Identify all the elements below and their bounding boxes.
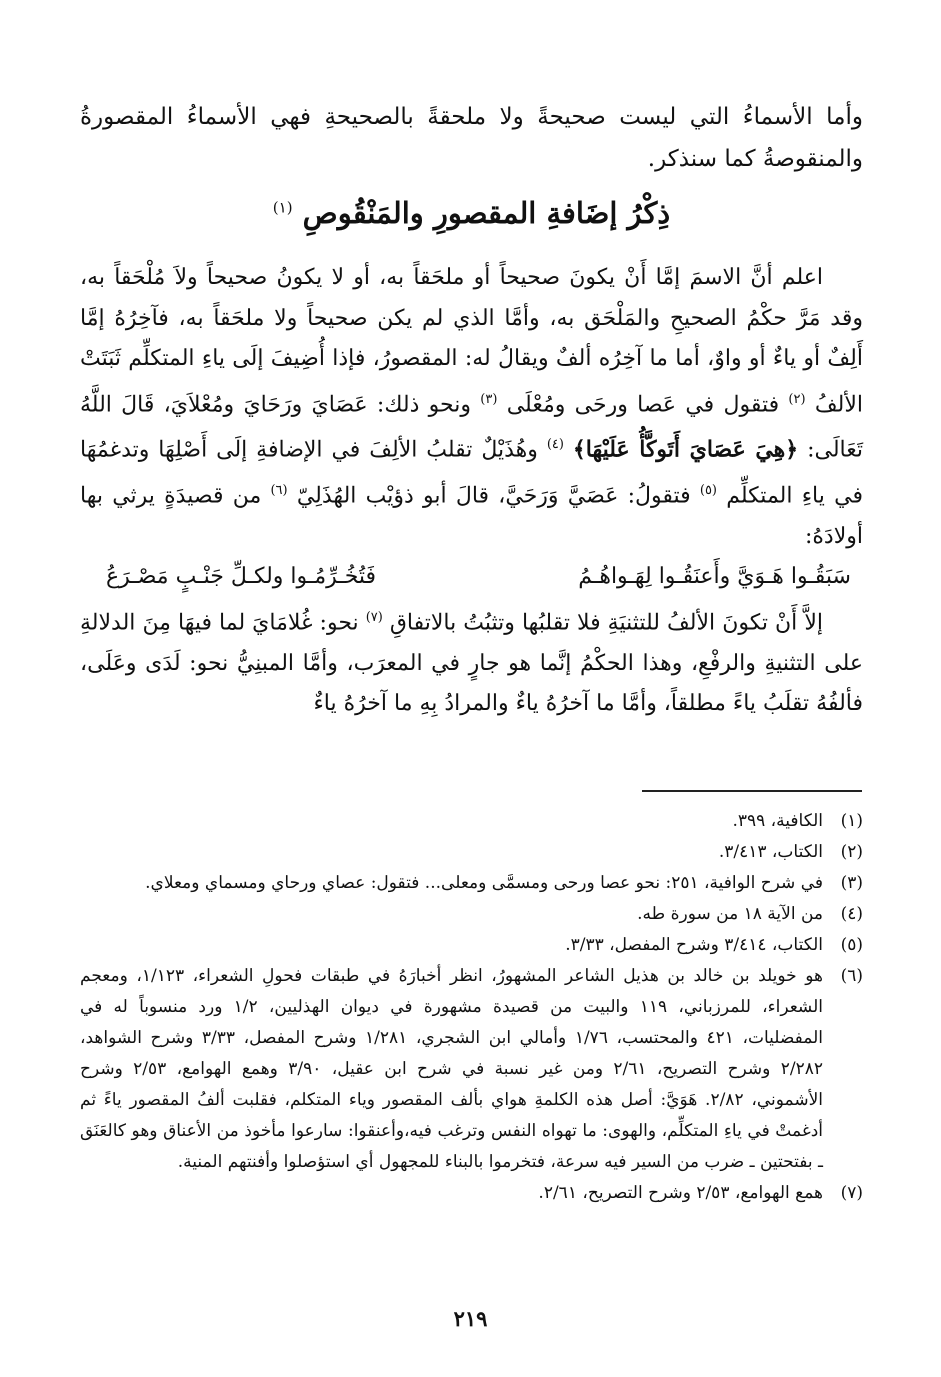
footnote-number: (١) xyxy=(840,811,863,831)
paragraph-1 xyxy=(80,258,863,557)
footnote-number: (٧) xyxy=(840,1183,863,1203)
footnote xyxy=(80,899,863,930)
main-text xyxy=(80,258,863,725)
page-number: ٢١٩ xyxy=(453,1306,488,1331)
paragraph-2 xyxy=(80,598,863,725)
footnote xyxy=(80,1178,863,1209)
text-run: إلاَّ أَنْ تكونَ الألفُ للتثنيَةِ فلا تقلبُها وتثبُتُ بالاتفاقِ xyxy=(389,610,823,636)
poetry-verse xyxy=(80,557,863,598)
footnotes-list xyxy=(80,806,863,1209)
footnote-ref: (٢) xyxy=(788,391,806,407)
text-run: فتقولُ: عَصَيَّ وَرَحَيَّ، قالَ أبو ذؤيْب الهُذَلِيّ xyxy=(296,483,691,509)
footnote-number: (٢) xyxy=(840,842,863,862)
text-run: وهُذَيْلٌ تقلبُ الألِفَ في الإضافةِ إلَى أَصْلِهَا وتدغمُهَا في ياءِ المتكلِّم xyxy=(80,437,863,509)
text-run: اعلم أنَّ الاسمَ إمَّا أَنْ يكونَ صحيحاً أو ملحَقاً به، أو لا يكونُ صحيحاً ولاَ مُلْحَقاً به، وقد مَرَّ حكْمُ الصحيحِ والمَلْحَق به، وأمَّا الذي لم يكن صحيحاً ولا ملحَقاً به، فآخِرُهُ إمَّا أَلِفٌ أو ياءٌ أو واوٌ، أما ما آخِرُه ألفٌ ويقالُ له: المقصورُ، فإذا أُضِيفَ إلَى ياءِ المتكلِّم ثَبَتَتْ الألفُ xyxy=(80,265,864,417)
footnote-number: (٦) xyxy=(840,966,863,986)
verse-first-hemistich: سَبَقُـوا هَـوَيَّ وأَعنَقُـوا لِهَـواهُـمُ xyxy=(578,564,851,590)
footnote-ref: (٥) xyxy=(699,483,717,499)
text-run: فتقول في عَصا ورحَى ومُعْلَى xyxy=(506,391,780,417)
footnote-text: الكتاب، ٣/٤١٣. xyxy=(718,842,823,862)
text-run: ونحو ذلك: عَصَايَ ورَحَايَ ومُعْلاَيَ، قَالَ اللَّهُ تَعَالَى: xyxy=(80,391,863,463)
footnote-divider xyxy=(642,790,862,792)
text-run: نحو: غُلامَايَ لما فيهَا مِنَ الدلالةِ على التثنيةِ والرفْعِ، وهذا الحكْمُ إنَّما هو جارٍ في المعرَب، وأمَّا المبنِيُّ نحو: لَدَى وعَلَى، فألفُهُ تقلَبُ ياءً مطلقاً، وأمَّا ما آخرُهُ ياءٌ والمرادُ بِهِ ما آخرُهُ ياءٌ xyxy=(80,610,863,717)
footnote xyxy=(80,837,863,868)
section-heading xyxy=(80,196,863,230)
footnote-number: (٥) xyxy=(840,935,863,955)
intro-paragraph: وأما الأسماءُ التي ليست صحيحةً ولا ملحقةً بالصحيحةِ فهي الأسماءُ المقصورةُ والمنقوصةُ كما سنذكر. xyxy=(80,104,863,172)
footnote xyxy=(80,961,863,1178)
verse-second-hemistich: فَتُخُـرِّمُـوا ولكـلِّ جَنْـبٍ مَصْـرَعُ xyxy=(106,564,377,590)
footnote xyxy=(80,868,863,899)
footnote-ref: (٤) xyxy=(546,437,564,453)
quran-verse: ﴿هِيَ عَصَايَ أَتَوكَّأُ عَلَيْهَا﴾ xyxy=(572,436,799,463)
footnote-text: في شرح الوافية، ٢٥١: نحو عصا ورحى ومسمَّى ومعلى... فتقول: عصاي ورحاي ومسماي ومعلاي. xyxy=(145,873,823,893)
footnote-text: الكافية، ٣٩٩. xyxy=(732,811,823,831)
footnote-text: همع الهوامع، ٢/٥٣ وشرح التصريح، ٢/٦١. xyxy=(538,1183,823,1203)
footnote-number: (٤) xyxy=(840,904,863,924)
section-heading-text: ذِكْرُ إضَافةِ المقصورِ والمَنْقُوصِ xyxy=(302,196,671,230)
footnote xyxy=(80,806,863,837)
footnote-text: الكتاب، ٣/٤١٤ وشرح المفصل، ٣/٣٣. xyxy=(565,935,823,955)
footnote-ref: (٦) xyxy=(270,483,288,499)
footnote-text: هو خويلد بن خالد بن هذيل الشاعر المشهورُ، انظر أخبارَهُ في طبقات فحولِ الشعراء، ١/١٢٣، ومعجم الشعراء، للمرزباني، ١١٩ والبيت من قصيدة مشهورة في ديوان الهذليين، ١/٢ ورد منسوباً له في المفضليات، ٤٢١ والمحتسب، ١/٧٦ وأمالي ابن الشجري، ١/٢٨١ وشرح المفصل، ٣/٣٣ وشرح الشواهد، ٢/٢٨٢ وشرح التصريح، ٢/٦١ ومن غير نسبة في شرح ابن عقيل، ٣/٩٠ وهمع الهوامع، ٢/٥٣ وشرح الأشموني، ٢/٨٢. هَوَيَّ: أصل هذه الكلمةِ هواي بألف المقصور وياء المتكلم، فقلبت ألفُ المقصور ياءً ثم أدغمتْ في ياءِ المتكلِّم، والهوى: ما تهواه النفس وترغب فيه،وأعنقوا: سارعوا مأخوذ من الأعناق وهو كالعَنَق ـ بفتحتين ـ ضرب من السير فيه سرعة، فتخرموا بالبناء للمجهول أي استؤصلوا وأفنتهم المنية. xyxy=(80,966,824,1172)
footnote-ref: (٣) xyxy=(480,391,498,407)
footnote-ref: (٧) xyxy=(365,609,383,625)
text-run: من قصيدَةٍ يرثي بها أولادَهُ: xyxy=(80,483,863,549)
footnote-ref: (١) xyxy=(272,198,293,217)
footnote-text: من الآية ١٨ من سورة طه. xyxy=(637,904,823,924)
footnote xyxy=(80,930,863,961)
footnote-number: (٣) xyxy=(840,873,863,893)
